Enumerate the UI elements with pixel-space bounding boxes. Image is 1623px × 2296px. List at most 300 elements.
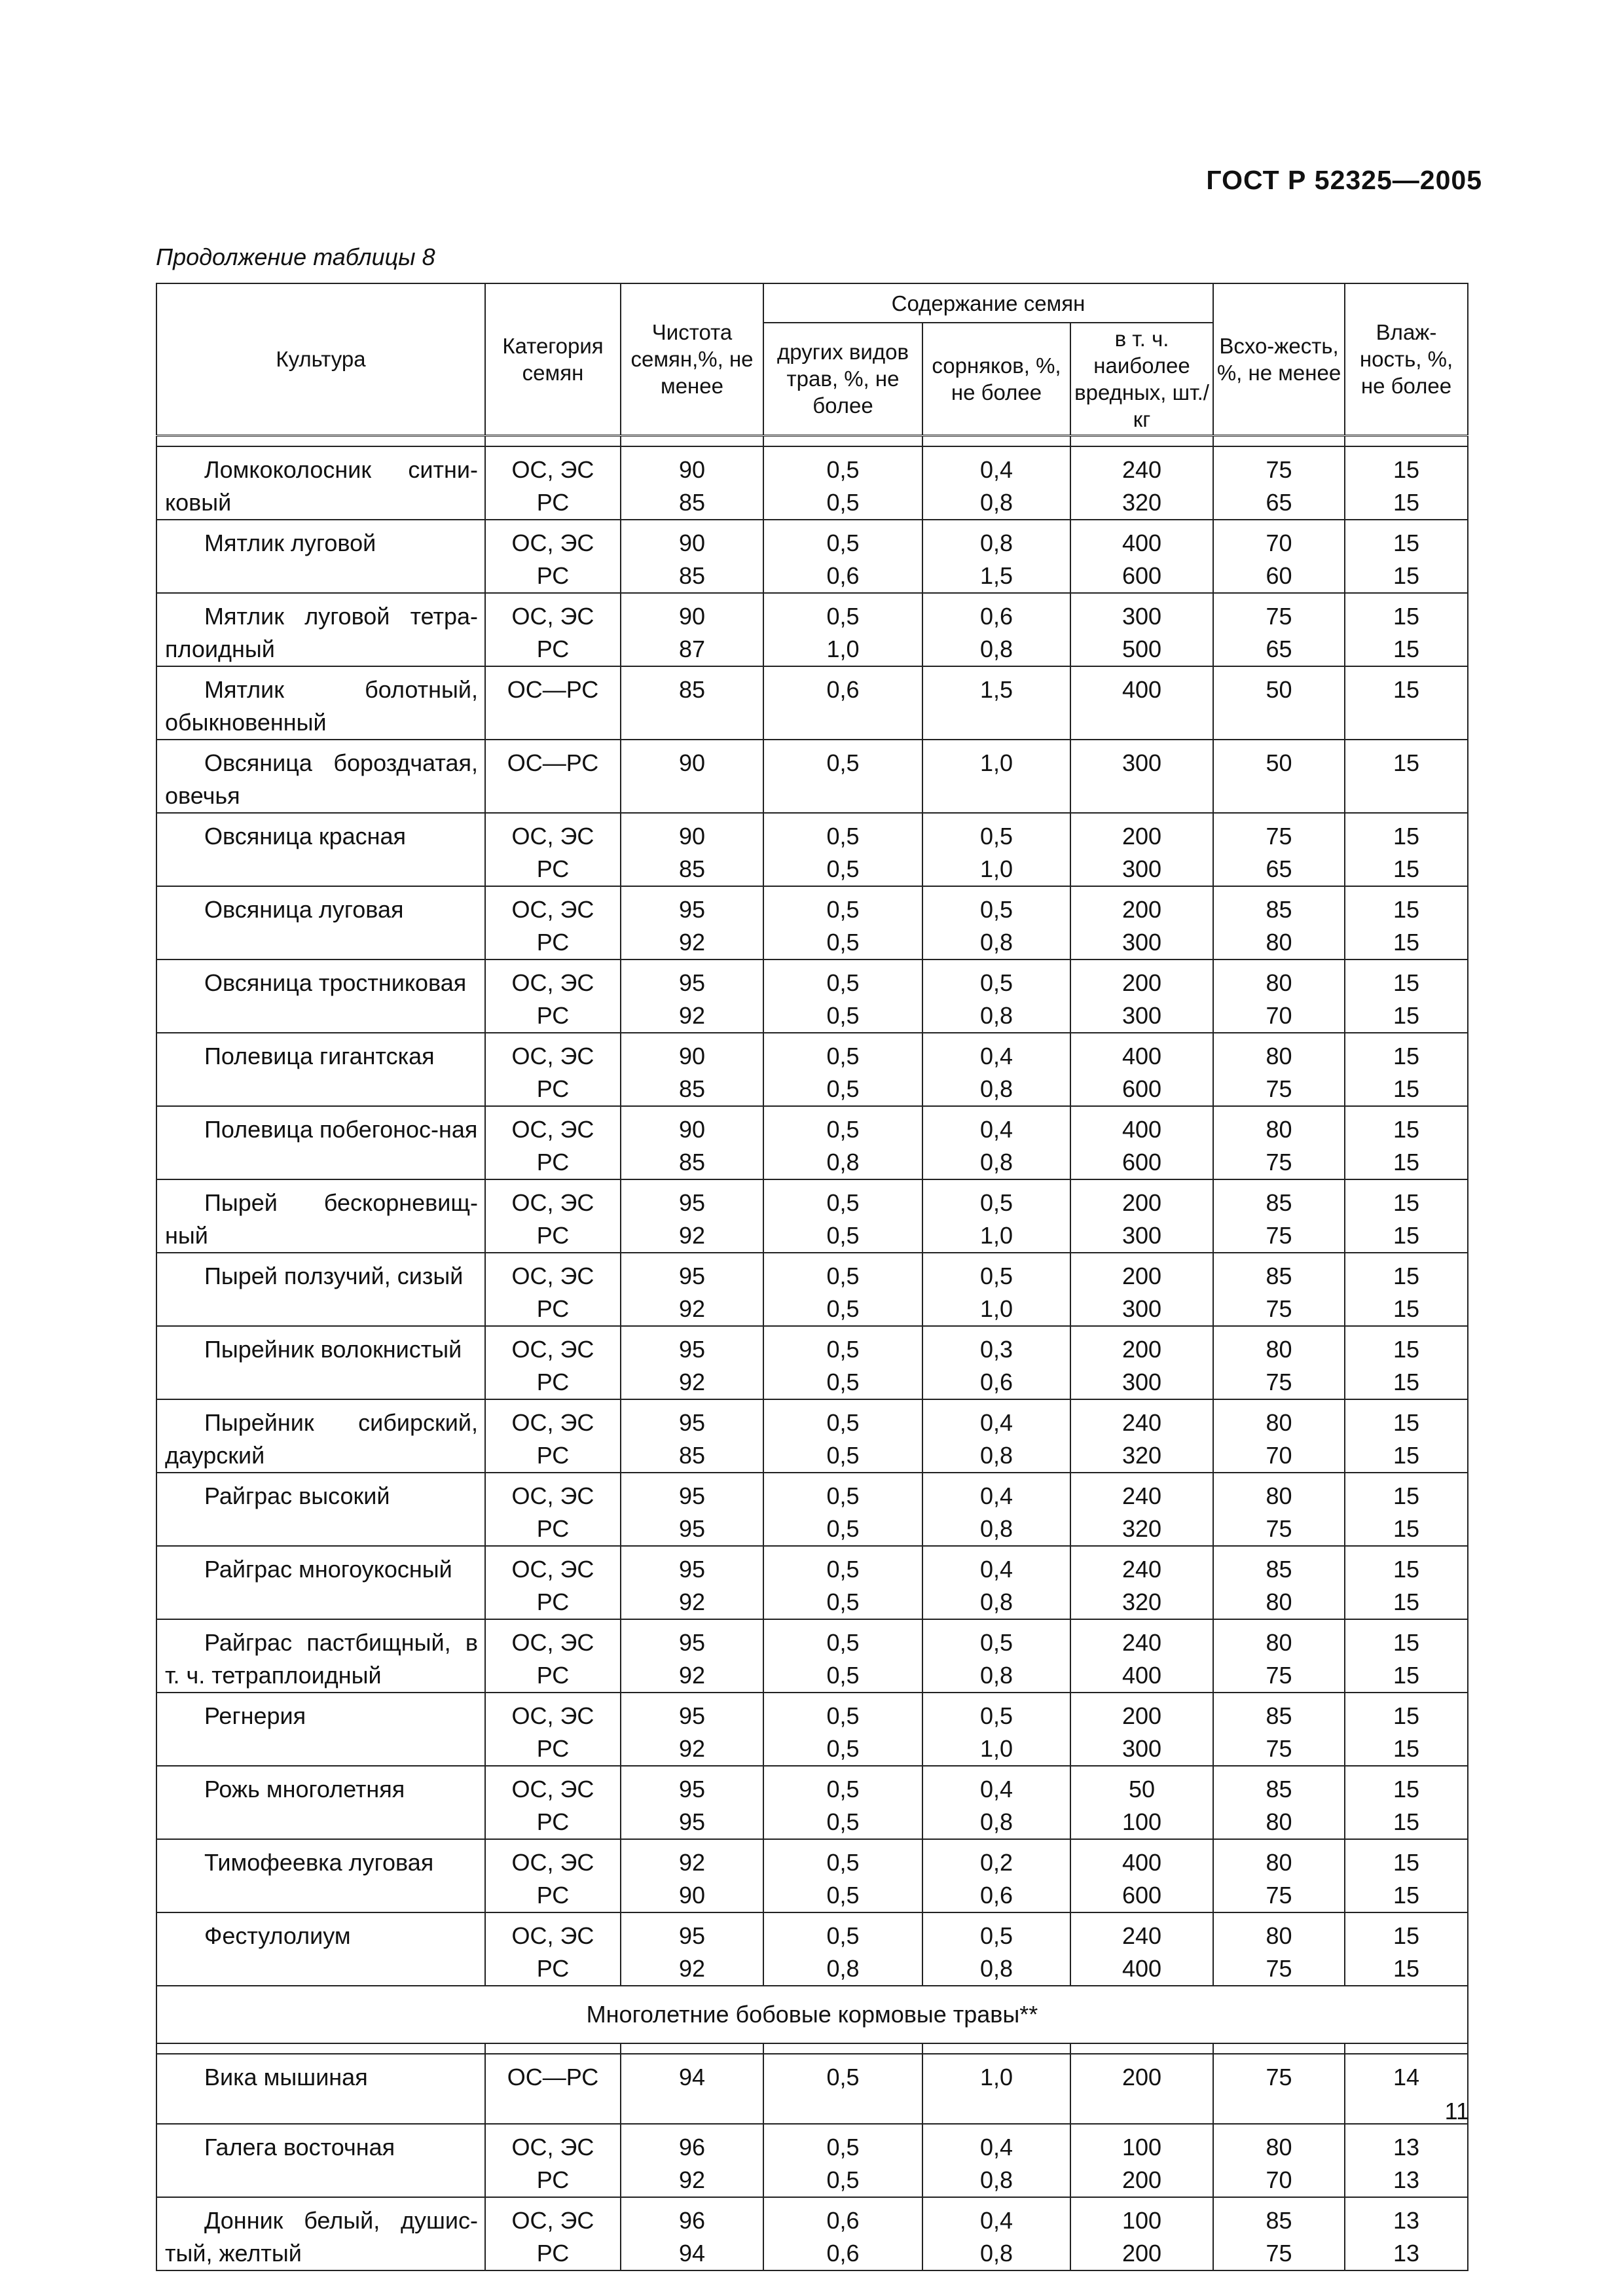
purity-cell xyxy=(621,1839,763,1912)
table-row xyxy=(156,1326,1468,1399)
weeds-cell xyxy=(922,1179,1070,1253)
cell-value: 0,8 xyxy=(979,488,1013,516)
culture-cell xyxy=(156,1546,485,1619)
cell-value: 75 xyxy=(1266,456,1292,483)
purity-cell xyxy=(621,1546,763,1619)
cell-value: 50 xyxy=(1128,1775,1156,1803)
cell-value: 400 xyxy=(1122,1848,1162,1876)
cell-value: ОС, ЭС xyxy=(511,969,594,996)
cell-value: 96 xyxy=(678,2133,706,2161)
culture-cell xyxy=(156,2054,485,2124)
cell-value: 85 xyxy=(1266,1555,1292,1583)
harmful-cell xyxy=(1070,1546,1213,1619)
germination-cell xyxy=(1213,666,1345,740)
cell-value: 300 xyxy=(1122,1221,1162,1249)
cell-value: 80 xyxy=(1266,1042,1292,1069)
category-cell xyxy=(485,2054,621,2124)
purity-cell xyxy=(621,960,763,1033)
category-cell xyxy=(485,1106,621,1179)
moisture-cell xyxy=(1345,1912,1468,1986)
cell-value: 90 xyxy=(678,529,706,556)
purity-cell xyxy=(621,1179,763,1253)
cell-value: ОС, ЭС xyxy=(511,2133,594,2161)
cell-value: 95 xyxy=(678,1335,706,1363)
cell-value: 0,5 xyxy=(826,1262,860,1289)
col-header-culture: Культура xyxy=(156,283,485,435)
cell-value: 80 xyxy=(1266,1808,1292,1835)
cell-value: 200 xyxy=(1122,1262,1162,1289)
cell-value: 0,8 xyxy=(979,1515,1013,1542)
cell-value: ОС, ЭС xyxy=(511,602,594,630)
cell-value: 0,8 xyxy=(979,1954,1013,1982)
cell-value: 90 xyxy=(678,456,706,483)
cell-value: 0,5 xyxy=(826,1588,860,1615)
cell-value: ОС—РС xyxy=(507,749,599,776)
cell-value: 600 xyxy=(1122,1881,1162,1909)
cell-value: 400 xyxy=(1122,1115,1162,1143)
cell-value: 0,5 xyxy=(979,1189,1013,1216)
culture-name: Райграс высокий xyxy=(204,1482,390,1509)
cell-value: РС xyxy=(536,1221,570,1249)
cell-value: 0,5 xyxy=(979,1702,1013,1729)
cell-value: 15 xyxy=(1393,1042,1420,1069)
cell-value: 200 xyxy=(1122,822,1162,850)
cell-value: 50 xyxy=(1266,675,1292,703)
cell-value: 15 xyxy=(1393,1808,1420,1835)
cell-value: 400 xyxy=(1122,1042,1162,1069)
harmful-cell xyxy=(1070,593,1213,666)
germination-cell xyxy=(1213,1253,1345,1326)
cell-value: 0,5 xyxy=(826,2166,860,2193)
cell-value: 15 xyxy=(1393,969,1420,996)
harmful-cell xyxy=(1070,960,1213,1033)
cell-value: 0,4 xyxy=(979,2206,1013,2234)
table-row xyxy=(156,1693,1468,1766)
cell-value: 15 xyxy=(1393,1221,1420,1249)
cell-value: 0,5 xyxy=(979,1262,1013,1289)
category-cell xyxy=(485,2124,621,2197)
cell-value: 85 xyxy=(678,1148,706,1175)
category-cell xyxy=(485,1326,621,1399)
cell-value: 80 xyxy=(1266,969,1292,996)
cell-value: 90 xyxy=(678,822,706,850)
moisture-cell xyxy=(1345,1399,1468,1473)
germination-cell xyxy=(1213,1546,1345,1619)
cell-value: 1,5 xyxy=(979,562,1013,589)
culture-cell xyxy=(156,1399,485,1473)
cell-value: 0,6 xyxy=(826,562,860,589)
cell-value: 75 xyxy=(1266,1954,1292,1982)
cell-value: 0,5 xyxy=(826,969,860,996)
cell-value: 15 xyxy=(1393,1702,1420,1729)
weeds-cell xyxy=(922,1766,1070,1839)
cell-value: 0,8 xyxy=(979,1075,1013,1102)
cell-value: 92 xyxy=(678,1588,706,1615)
cell-value: 0,5 xyxy=(826,1001,860,1029)
cell-value: 0,5 xyxy=(826,488,860,516)
moisture-cell xyxy=(1345,1253,1468,1326)
cell-value: 15 xyxy=(1393,675,1420,703)
cell-value: 320 xyxy=(1122,488,1162,516)
moisture-cell xyxy=(1345,1473,1468,1546)
cell-value: 0,5 xyxy=(826,1441,860,1469)
cell-value: 0,4 xyxy=(979,456,1013,483)
cell-value: 240 xyxy=(1122,1628,1162,1656)
moisture-cell xyxy=(1345,960,1468,1033)
other-grasses-cell xyxy=(763,813,922,886)
cell-value: 0,5 xyxy=(826,1189,860,1216)
cell-value: ОС, ЭС xyxy=(511,1482,594,1509)
cell-value: 60 xyxy=(1266,562,1292,589)
cell-value: РС xyxy=(536,1661,570,1689)
table-row xyxy=(156,1766,1468,1839)
harmful-cell xyxy=(1070,520,1213,593)
cell-value: РС xyxy=(536,2239,570,2267)
moisture-cell xyxy=(1345,2124,1468,2197)
cell-value: 0,5 xyxy=(826,1368,860,1395)
cell-value: 200 xyxy=(1122,895,1162,923)
cell-value: 95 xyxy=(678,895,706,923)
moisture-cell xyxy=(1345,1033,1468,1106)
cell-value: 320 xyxy=(1122,1515,1162,1542)
cell-value: 0,4 xyxy=(979,1408,1013,1436)
cell-value: 240 xyxy=(1122,456,1162,483)
moisture-cell xyxy=(1345,446,1468,520)
other-grasses-cell xyxy=(763,1473,922,1546)
cell-value: 0,5 xyxy=(826,1042,860,1069)
culture-cell xyxy=(156,520,485,593)
cell-value: 95 xyxy=(678,1555,706,1583)
cell-value: 15 xyxy=(1393,1189,1420,1216)
culture-name: Донник белый, душис-тый, желтый xyxy=(165,2206,478,2267)
cell-value: 75 xyxy=(1266,1734,1292,1762)
purity-cell xyxy=(621,1473,763,1546)
cell-value: 300 xyxy=(1122,1295,1162,1322)
culture-cell xyxy=(156,886,485,960)
purity-cell xyxy=(621,2124,763,2197)
weeds-cell xyxy=(922,2197,1070,2270)
cell-value: 0,5 xyxy=(826,822,860,850)
cell-value: 92 xyxy=(678,1295,706,1322)
category-cell xyxy=(485,1546,621,1619)
cell-value: 0,8 xyxy=(979,2239,1013,2267)
cell-value: 15 xyxy=(1393,895,1420,923)
cell-value: 85 xyxy=(678,488,706,516)
germination-cell xyxy=(1213,886,1345,960)
cell-value: 1,0 xyxy=(979,855,1013,882)
cell-value: 75 xyxy=(1266,2239,1292,2267)
other-grasses-cell xyxy=(763,1839,922,1912)
category-cell xyxy=(485,1179,621,1253)
cell-value: РС xyxy=(536,1295,570,1322)
culture-name: Рожь многолетняя xyxy=(204,1775,405,1803)
cell-value: 75 xyxy=(1266,1515,1292,1542)
weeds-cell xyxy=(922,2054,1070,2124)
purity-cell xyxy=(621,520,763,593)
moisture-cell xyxy=(1345,1106,1468,1179)
germination-cell xyxy=(1213,1106,1345,1179)
table-row xyxy=(156,1839,1468,1912)
cell-value: ОС—РС xyxy=(507,2063,599,2090)
weeds-cell xyxy=(922,666,1070,740)
cell-value: 15 xyxy=(1393,602,1420,630)
cell-value: РС xyxy=(536,1734,570,1762)
cell-value: 75 xyxy=(1266,1661,1292,1689)
cell-value: 75 xyxy=(1266,602,1292,630)
culture-name: Пырей бескорневищ-ный xyxy=(165,1189,478,1249)
moisture-cell xyxy=(1345,1619,1468,1693)
table-row xyxy=(156,1033,1468,1106)
culture-cell xyxy=(156,446,485,520)
cell-value: 90 xyxy=(678,1115,706,1143)
cell-value: 400 xyxy=(1122,529,1162,556)
cell-value: ОС, ЭС xyxy=(511,456,594,483)
col-header-harmful: в т. ч. наиболее вредных, шт./кг xyxy=(1070,323,1213,435)
cell-value: 85 xyxy=(1266,2206,1292,2234)
cell-value: 300 xyxy=(1122,1734,1162,1762)
cell-value: 0,5 xyxy=(826,1408,860,1436)
cell-value: 300 xyxy=(1122,855,1162,882)
cell-value: 85 xyxy=(678,1075,706,1102)
cell-value: 13 xyxy=(1393,2166,1420,2193)
cell-value: 80 xyxy=(1266,1482,1292,1509)
document-code: ГОСТ Р 52325—2005 xyxy=(1206,165,1482,195)
other-grasses-cell xyxy=(763,1179,922,1253)
cell-value: 15 xyxy=(1393,1628,1420,1656)
category-cell xyxy=(485,1766,621,1839)
cell-value: 87 xyxy=(678,635,706,662)
cell-value: 65 xyxy=(1266,635,1292,662)
culture-cell xyxy=(156,1326,485,1399)
col-header-content-group: Содержание семян xyxy=(763,283,1213,323)
cell-value: 85 xyxy=(678,1441,706,1469)
culture-name: Фестулолиум xyxy=(204,1922,351,1949)
cell-value: 100 xyxy=(1122,1808,1162,1835)
cell-value: РС xyxy=(536,1881,570,1909)
cell-value: 70 xyxy=(1266,529,1292,556)
cell-value: 1,0 xyxy=(979,1295,1013,1322)
table-row xyxy=(156,520,1468,593)
table-row xyxy=(156,2124,1468,2197)
cell-value: 0,5 xyxy=(979,969,1013,996)
category-cell xyxy=(485,1473,621,1546)
cell-value: 15 xyxy=(1393,749,1420,776)
cell-value: 1,0 xyxy=(979,2063,1013,2090)
cell-value: 15 xyxy=(1393,1734,1420,1762)
culture-name: Райграс пастбищный, в т. ч. тетраплоидный xyxy=(165,1628,478,1689)
cell-value: 0,8 xyxy=(979,2166,1013,2193)
cell-value: 80 xyxy=(1266,1408,1292,1436)
moisture-cell xyxy=(1345,740,1468,813)
cell-value: 240 xyxy=(1122,1922,1162,1949)
cell-value: 92 xyxy=(678,2166,706,2193)
cell-value: ОС, ЭС xyxy=(511,529,594,556)
cell-value: 95 xyxy=(678,1628,706,1656)
weeds-cell xyxy=(922,960,1070,1033)
cell-value: 85 xyxy=(678,562,706,589)
harmful-cell xyxy=(1070,1253,1213,1326)
harmful-cell xyxy=(1070,1033,1213,1106)
cell-value: 75 xyxy=(1266,1221,1292,1249)
moisture-cell xyxy=(1345,1179,1468,1253)
cell-value: ОС, ЭС xyxy=(511,2206,594,2234)
harmful-cell xyxy=(1070,1326,1213,1399)
weeds-cell xyxy=(922,1253,1070,1326)
cell-value: 85 xyxy=(678,855,706,882)
table-row xyxy=(156,813,1468,886)
weeds-cell xyxy=(922,1473,1070,1546)
other-grasses-cell xyxy=(763,2197,922,2270)
purity-cell xyxy=(621,1766,763,1839)
cell-value: 0,8 xyxy=(979,1001,1013,1029)
cell-value: 15 xyxy=(1393,1295,1420,1322)
cell-value: 90 xyxy=(678,749,706,776)
cell-value: 95 xyxy=(678,1482,706,1509)
cell-value: 85 xyxy=(678,675,706,703)
cell-value: 95 xyxy=(678,1922,706,1949)
culture-cell xyxy=(156,1693,485,1766)
table-row xyxy=(156,1253,1468,1326)
weeds-cell xyxy=(922,520,1070,593)
cell-value: 80 xyxy=(1266,1922,1292,1949)
category-cell xyxy=(485,886,621,960)
cell-value: ОС, ЭС xyxy=(511,1262,594,1289)
col-header-purity: Чистота семян,%, не менее xyxy=(621,283,763,435)
germination-cell xyxy=(1213,1326,1345,1399)
cell-value: 0,4 xyxy=(979,1115,1013,1143)
culture-name: Полевица гигантская xyxy=(204,1042,435,1069)
purity-cell xyxy=(621,1912,763,1986)
germination-cell xyxy=(1213,1912,1345,1986)
culture-name: Овсяница тростниковая xyxy=(204,969,467,996)
cell-value: 95 xyxy=(678,969,706,996)
cell-value: 13 xyxy=(1393,2133,1420,2161)
culture-cell xyxy=(156,1106,485,1179)
cell-value: 15 xyxy=(1393,1482,1420,1509)
harmful-cell xyxy=(1070,1619,1213,1693)
cell-value: 0,5 xyxy=(979,1628,1013,1656)
cell-value: 0,5 xyxy=(826,529,860,556)
cell-value: 85 xyxy=(1266,1702,1292,1729)
cell-value: 15 xyxy=(1393,1515,1420,1542)
cell-value: 0,8 xyxy=(979,635,1013,662)
cell-value: 15 xyxy=(1393,1115,1420,1143)
cell-value: 0,5 xyxy=(826,456,860,483)
harmful-cell xyxy=(1070,666,1213,740)
cell-value: 0,5 xyxy=(826,895,860,923)
cell-value: 15 xyxy=(1393,1922,1420,1949)
cell-value: 92 xyxy=(678,928,706,956)
cell-value: 85 xyxy=(1266,895,1292,923)
cell-value: РС xyxy=(536,1441,570,1469)
cell-value: 0,5 xyxy=(826,1555,860,1583)
cell-value: 400 xyxy=(1122,1954,1162,1982)
cell-value: РС xyxy=(536,635,570,662)
cell-value: 200 xyxy=(1122,2166,1162,2193)
cell-value: 0,8 xyxy=(979,529,1013,556)
category-cell xyxy=(485,446,621,520)
cell-value: 15 xyxy=(1393,1555,1420,1583)
purity-cell xyxy=(621,813,763,886)
cell-value: 200 xyxy=(1122,1335,1162,1363)
cell-value: 75 xyxy=(1266,822,1292,850)
harmful-cell xyxy=(1070,2197,1213,2270)
culture-cell xyxy=(156,666,485,740)
page-number: 11 xyxy=(1444,2098,1469,2125)
table-row xyxy=(156,960,1468,1033)
cell-value: 600 xyxy=(1122,562,1162,589)
cell-value: ОС, ЭС xyxy=(511,1848,594,1876)
purity-cell xyxy=(621,2197,763,2270)
cell-value: 50 xyxy=(1266,749,1292,776)
cell-value: 0,2 xyxy=(979,1848,1013,1876)
harmful-cell xyxy=(1070,740,1213,813)
cell-value: ОС—РС xyxy=(507,675,599,703)
cell-value: 95 xyxy=(678,1189,706,1216)
cell-value: 0,4 xyxy=(979,1042,1013,1069)
moisture-cell xyxy=(1345,813,1468,886)
weeds-cell xyxy=(922,813,1070,886)
culture-name: Пырей ползучий, сизый xyxy=(204,1262,464,1289)
cell-value: 75 xyxy=(1266,2063,1292,2090)
germination-cell xyxy=(1213,2124,1345,2197)
cell-value: РС xyxy=(536,1808,570,1835)
other-grasses-cell xyxy=(763,2054,922,2124)
culture-name: Регнерия xyxy=(204,1702,306,1729)
germination-cell xyxy=(1213,813,1345,886)
germination-cell xyxy=(1213,1033,1345,1106)
culture-name: Овсяница луговая xyxy=(204,895,404,923)
cell-value: 400 xyxy=(1122,1661,1162,1689)
cell-value: 0,6 xyxy=(826,2206,860,2234)
cell-value: ОС, ЭС xyxy=(511,1775,594,1803)
purity-cell xyxy=(621,1619,763,1693)
cell-value: 0,5 xyxy=(826,1922,860,1949)
cell-value: 15 xyxy=(1393,456,1420,483)
cell-value: 90 xyxy=(678,602,706,630)
weeds-cell xyxy=(922,1693,1070,1766)
cell-value: 15 xyxy=(1393,562,1420,589)
cell-value: ОС, ЭС xyxy=(511,1628,594,1656)
culture-name: Райграс многоукосный xyxy=(204,1555,452,1583)
cell-value: 15 xyxy=(1393,1441,1420,1469)
cell-value: 65 xyxy=(1266,855,1292,882)
culture-cell xyxy=(156,1179,485,1253)
category-cell xyxy=(485,1912,621,1986)
other-grasses-cell xyxy=(763,1033,922,1106)
weeds-cell xyxy=(922,446,1070,520)
harmful-cell xyxy=(1070,886,1213,960)
cell-value: 15 xyxy=(1393,1408,1420,1436)
culture-cell xyxy=(156,1033,485,1106)
culture-cell xyxy=(156,2124,485,2197)
moisture-cell xyxy=(1345,886,1468,960)
cell-value: 80 xyxy=(1266,1628,1292,1656)
culture-cell xyxy=(156,740,485,813)
harmful-cell xyxy=(1070,2124,1213,2197)
cell-value: 100 xyxy=(1122,2206,1162,2234)
table-caption: Продолжение таблицы 8 xyxy=(156,243,435,270)
culture-cell xyxy=(156,1619,485,1693)
harmful-cell xyxy=(1070,446,1213,520)
moisture-cell xyxy=(1345,1766,1468,1839)
germination-cell xyxy=(1213,1473,1345,1546)
cell-value: 0,4 xyxy=(979,2133,1013,2161)
cell-value: 92 xyxy=(678,1734,706,1762)
cell-value: ОС, ЭС xyxy=(511,1555,594,1583)
weeds-cell xyxy=(922,1326,1070,1399)
harmful-cell xyxy=(1070,1912,1213,1986)
